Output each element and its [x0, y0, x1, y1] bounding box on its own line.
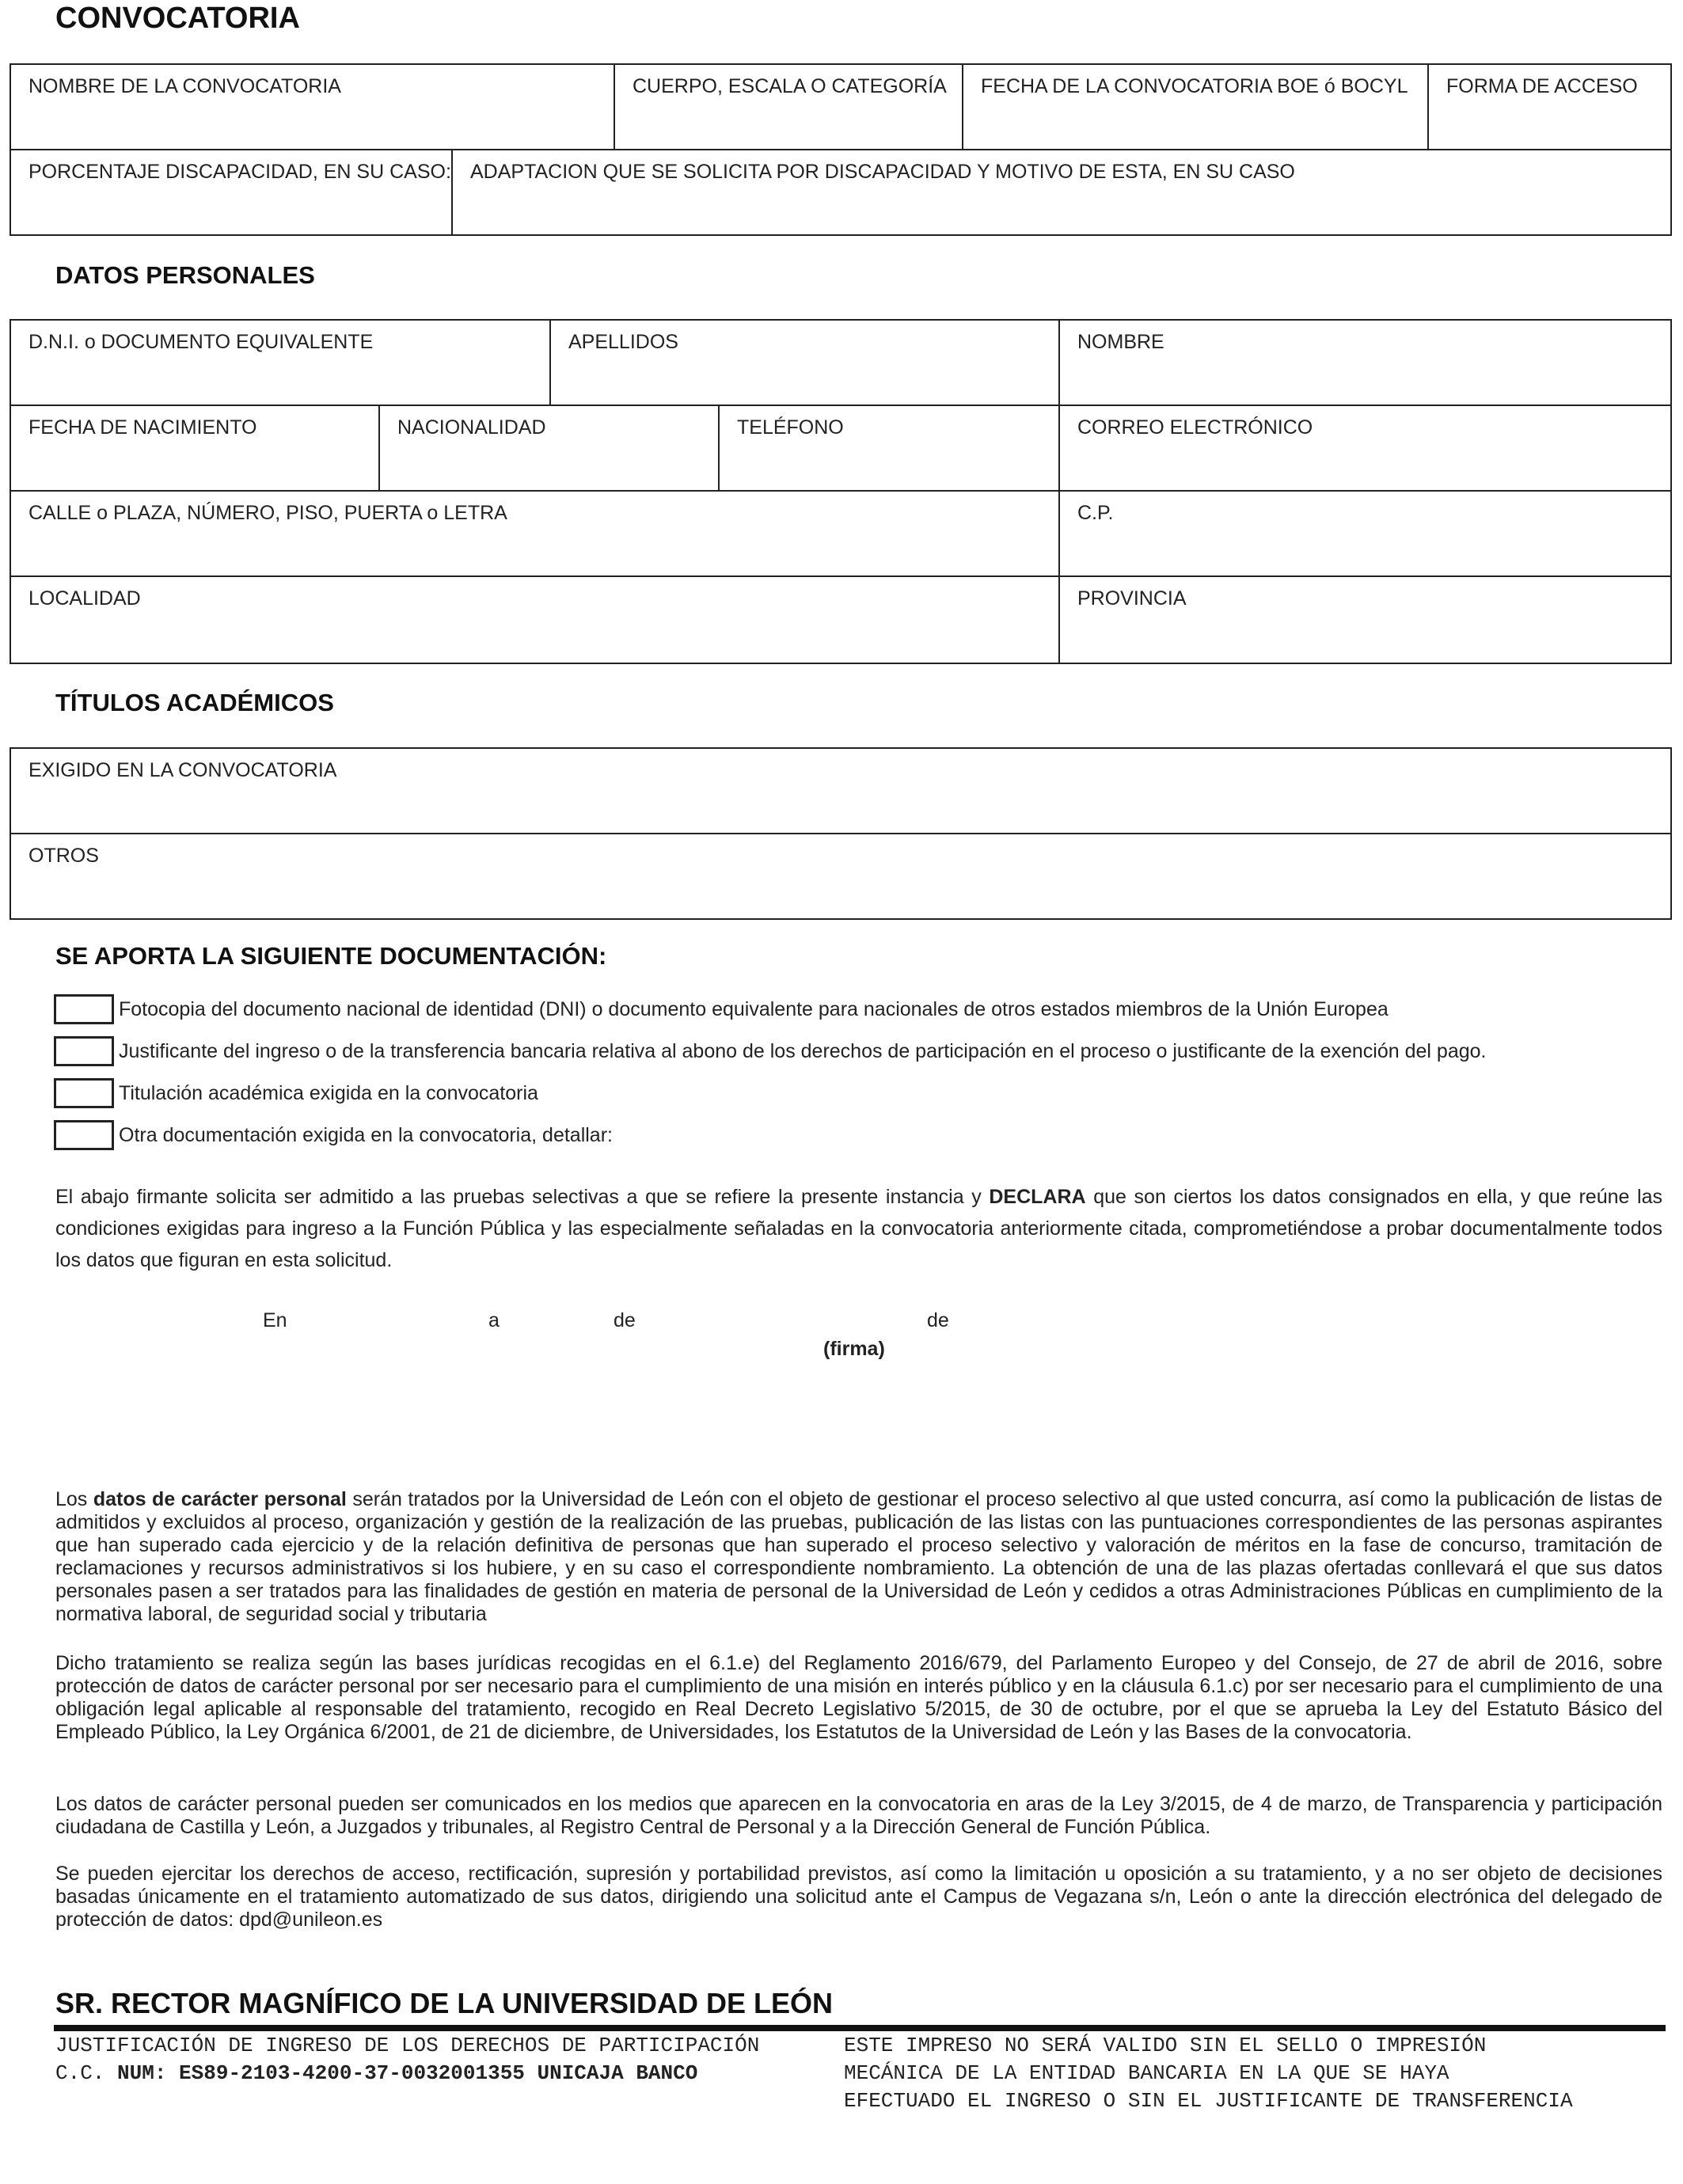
- field-dni[interactable]: D.N.I. o DOCUMENTO EQUIVALENTE: [11, 321, 551, 406]
- checkbox-justificante[interactable]: [54, 1036, 114, 1066]
- privacidad-text: serán tratados por la Universidad de León con el objeto de gestionar el proceso selectivo al que usted concurra, así como la publicación de listas de admitidos y excluidos al proceso, organización y gestión de la realización de las pruebas, publicación de las listas con las puntuaciones correspondientes de las personas aspirantes que han superado cada ejercicio y de la relación definitiva de personas que han superado el proceso selectivo y valoración de méritos en la fase de concurso, tramitación de reclamaciones y recursos administrativos si los hubiere, y en su caso el correspondiente nombramiento. La obtención de una de las plazas ofertadas conllevará el que sus datos personales pasen a ser tratados para las finalidades de gestión en materia de personal de la Universidad de León y cedidos a otras Administraciones Públicas en cumplimiento de la normativa laboral, de seguridad social y tributaria: [55, 1488, 1662, 1625]
- field-correo[interactable]: CORREO ELECTRÓNICO: [1060, 406, 1670, 492]
- privacidad-p3: Los datos de carácter personal pueden ser comunicados en los medios que aparecen en la convocatoria en aras de la Ley 3/2015, de 4 de marzo, de Transparencia y participación ciudadana de Castilla y León, a Juzgados y tribunales, al Registro Central de Personal y a la Dirección General de Función Pública.: [55, 1793, 1662, 1838]
- documentacion-heading: SE APORTA LA SIGUIENTE DOCUMENTACIÓN:: [55, 942, 607, 970]
- footer-left: [55, 2032, 759, 2087]
- field-apellidos[interactable]: APELLIDOS: [551, 321, 1060, 406]
- footer-right-line3: EFECTUADO EL INGRESO O SIN EL JUSTIFICANTE DE TRANSFERENCIA: [844, 2089, 1573, 2113]
- privacidad-p1: [55, 1488, 1662, 1626]
- field-fecha-convocatoria[interactable]: FECHA DE LA CONVOCATORIA BOE ó BOCYL: [963, 65, 1429, 150]
- doc-item-label: Otra documentación exigida en la convocatoria, detallar:: [119, 1123, 613, 1146]
- footer-left-line1: JUSTIFICACIÓN DE INGRESO DE LOS DERECHOS DE PARTICIPACIÓN: [55, 2034, 760, 2057]
- footer-right-line2: MECÁNICA DE LA ENTIDAD BANCARIA EN LA QUE SE HAYA: [844, 2061, 1449, 2085]
- convocatoria-heading: CONVOCATORIA: [55, 2, 300, 35]
- titulos-table: [9, 747, 1672, 920]
- privacidad-text: Los: [55, 1488, 93, 1510]
- field-provincia[interactable]: PROVINCIA: [1077, 587, 1187, 610]
- declaracion-paragraph: [55, 1181, 1662, 1276]
- field-calle[interactable]: CALLE o PLAZA, NÚMERO, PISO, PUERTA o LETRA: [11, 492, 1060, 577]
- checkbox-otra[interactable]: [54, 1120, 114, 1150]
- field-titulo-otros[interactable]: OTROS: [28, 845, 99, 867]
- footer-right-line1: ESTE IMPRESO NO SERÁ VALIDO SIN EL SELLO O IMPRESIÓN: [844, 2034, 1487, 2057]
- field-forma-acceso[interactable]: FORMA DE ACCESO: [1429, 65, 1670, 150]
- declaracion-text: El abajo firmante solicita ser admitido a las pruebas selectivas a que se refiere la presente instancia y: [55, 1186, 990, 1208]
- doc-item-label: Fotocopia del documento nacional de identidad (DNI) o documento equivalente para nacionales de otros estados miembros de la Unión Europea: [119, 997, 1389, 1020]
- cuenta-prefix: C.C.: [55, 2061, 118, 2085]
- doc-item-titulacion: [54, 1078, 538, 1108]
- datos-personales-heading: DATOS PERSONALES: [55, 261, 315, 289]
- doc-item-label: Titulación académica exigida en la convocatoria: [119, 1081, 538, 1104]
- titulos-academicos-heading: TÍTULOS ACADÉMICOS: [55, 689, 334, 716]
- doc-item-justificante: [54, 1036, 1486, 1066]
- field-cuerpo-escala[interactable]: CUERPO, ESCALA O CATEGORÍA: [615, 65, 963, 150]
- privacidad-p2: Dicho tratamiento se realiza según las bases jurídicas recogidas en el 6.1.e) del Reglamento 2016/679, del Parlamento Europeo y del Consejo, de 27 de abril de 2016, sobre protección de datos de carácter personal por ser necesario para el cumplimiento de una misión en interés público y en la cláusula 6.1.c) por ser necesario para el cumplimiento de una obligación legal aplicable al responsable del tratamiento, recogido en Real Decreto Legislativo 5/2015, de 30 de octubre, por el que se aprueba la Ley del Estatuto Básico del Empleado Público, la Ley Orgánica 6/2001, de 21 de diciembre, de Universidades, los Estatutos de la Universidad de León y las Bases de la convocatoria.: [55, 1652, 1662, 1743]
- firma-label: (firma): [823, 1338, 885, 1360]
- firma-de-label-2: de: [927, 1309, 949, 1331]
- convocatoria-table: [9, 63, 1672, 236]
- doc-item-dni: [54, 994, 1389, 1024]
- firma-en-label: En: [263, 1309, 287, 1331]
- field-titulo-exigido[interactable]: EXIGIDO EN LA CONVOCATORIA: [11, 749, 1670, 834]
- doc-item-otra: [54, 1120, 613, 1150]
- footer-left-line2: [55, 2060, 759, 2087]
- field-cp[interactable]: C.P.: [1060, 492, 1670, 577]
- destinatario-heading: SR. RECTOR MAGNÍFICO DE LA UNIVERSIDAD DE LEÓN: [55, 1987, 834, 2019]
- field-localidad[interactable]: LOCALIDAD: [11, 577, 1060, 663]
- footer-right: [844, 2032, 1573, 2115]
- declaracion-text: que son ciertos los datos consignados en ella, y que reúne las condiciones exigidas para ingreso a la Función Pública y las especialmente señaladas en la convocatoria anteriormente citada, comprometiéndose a probar documentalmente todos los datos que figuran en esta solicitud.: [55, 1186, 1662, 1271]
- declara-bold: DECLARA: [989, 1186, 1086, 1208]
- field-nombre[interactable]: NOMBRE: [1060, 321, 1670, 406]
- datos-personales-table: [9, 319, 1672, 664]
- checkbox-dni[interactable]: [54, 994, 114, 1024]
- field-telefono[interactable]: TELÉFONO: [720, 406, 1060, 492]
- doc-item-label: Justificante del ingreso o de la transferencia bancaria relativa al abono de los derechos de participación en el proceso o justificante de la exención del pago.: [119, 1039, 1487, 1062]
- privacidad-p4: Se pueden ejercitar los derechos de acceso, rectificación, supresión y portabilidad previstos, así como la limitación u oposición a su tratamiento, y a no ser objeto de decisiones basadas únicamente en el tratamiento automatizado de sus datos, dirigiendo una solicitud ante el Campus de Vegazana s/n, León o ante la dirección electrónica del delegado de protección de datos: dpd@unileon.es: [55, 1863, 1662, 1931]
- firma-a-label: a: [488, 1309, 500, 1331]
- field-nombre-convocatoria[interactable]: NOMBRE DE LA CONVOCATORIA: [11, 65, 615, 150]
- firma-de-label: de: [614, 1309, 636, 1331]
- checkbox-titulacion[interactable]: [54, 1078, 114, 1108]
- field-nacionalidad[interactable]: NACIONALIDAD: [380, 406, 720, 492]
- field-porcentaje-discapacidad[interactable]: PORCENTAJE DISCAPACIDAD, EN SU CASO:: [11, 150, 453, 234]
- cuenta-numero: NUM: ES89-2103-4200-37-0032001355 UNICAJA BANCO: [117, 2061, 698, 2085]
- footer-divider: [54, 2025, 1666, 2031]
- field-adaptacion[interactable]: ADAPTACION QUE SE SOLICITA POR DISCAPACIDAD Y MOTIVO DE ESTA, EN SU CASO: [470, 161, 1295, 183]
- privacidad-bold: datos de carácter personal: [93, 1488, 347, 1510]
- field-fecha-nacimiento[interactable]: FECHA DE NACIMIENTO: [11, 406, 380, 492]
